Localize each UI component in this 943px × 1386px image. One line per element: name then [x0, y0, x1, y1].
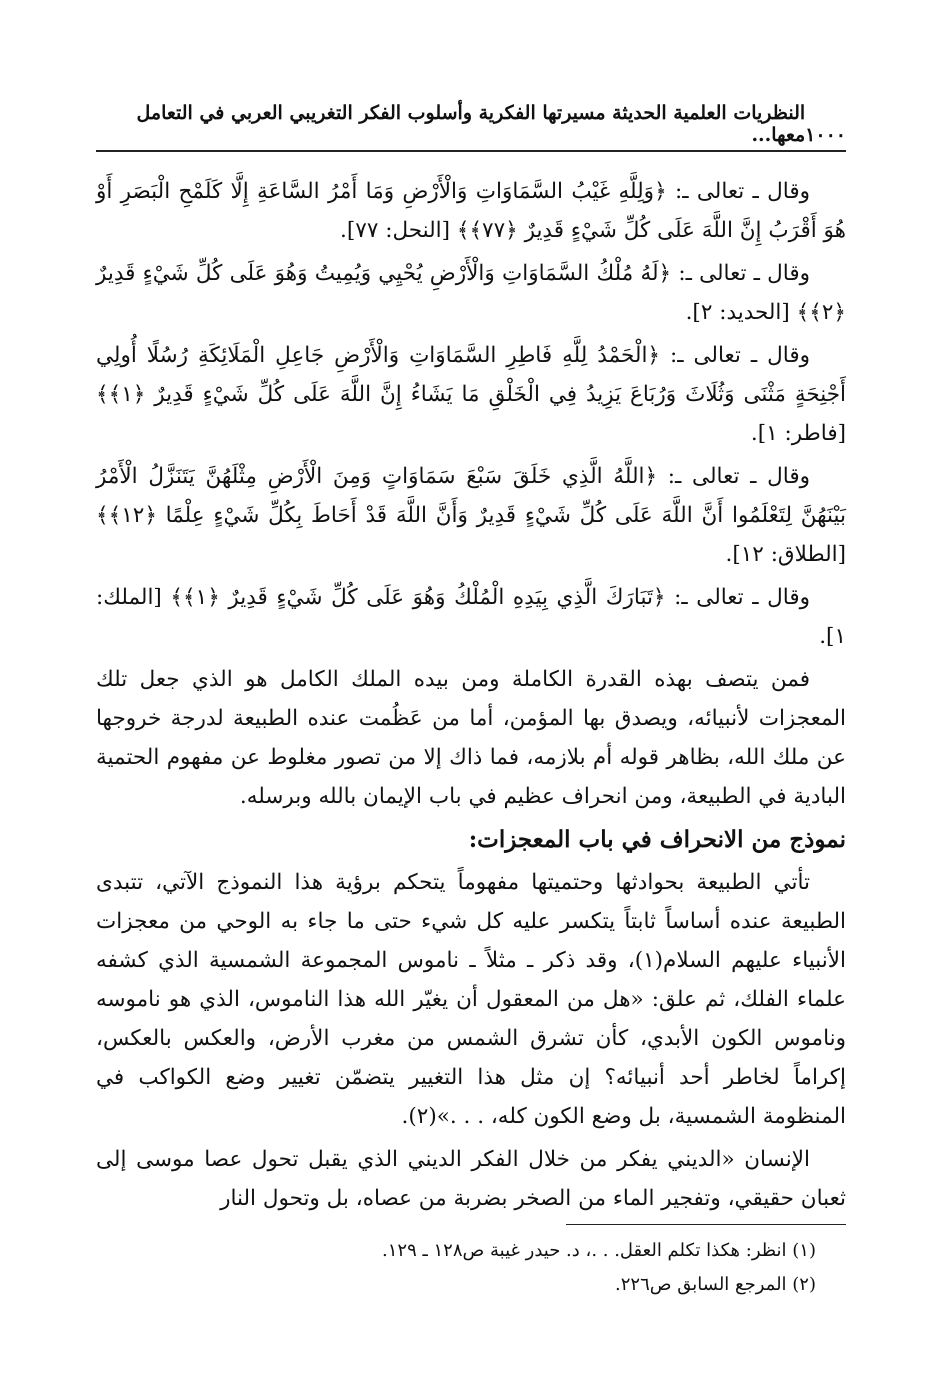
- page-body: [96, 172, 846, 1222]
- footnotes: [96, 1234, 816, 1302]
- header-rule: [96, 150, 846, 152]
- body-paragraph-continuation: الإنسان «الديني يفكر من خلال الفكر الديني الذي يقبل تحول عصا موسى إلى ثعبان حقيقي، وتفجير الماء من الصخر بضربة من عصاه، بل وتحول النار: [96, 1147, 846, 1211]
- verse-paragraph-2: وقال ـ تعالى ـ: ﴿لَهُ مُلْكُ السَّمَاوَاتِ وَالْأَرْضِ يُحْيِي وَيُمِيتُ وَهُوَ عَلَى كُلِّ شَيْءٍ قَدِيرٌ ﴿٢﴾﴾ [الحديد: ٢].: [96, 261, 846, 325]
- body-paragraph-conclusion: فمن يتصف بهذه القدرة الكاملة ومن بيده الملك الكامل هو الذي جعل تلك المعجزات لأنبيائه، ويصدق بها المؤمن، أما من عَظُمت عنده الطبيعة لدرجة خروجها عن ملك الله، بظاهر قوله أم بلازمه، فما ذاك إلا من تصور مغلوط عن مفهوم الحتمية البادية في الطبيعة، ومن انحراف عظيم في باب الإيمان بالله وبرسله.: [96, 667, 846, 809]
- footnote-1: (١) انظر: هكذا تكلم العقل. . .، د. حيدر غيبة ص١٢٨ ـ ١٢٩.: [382, 1240, 816, 1261]
- body-paragraph-example: تأتي الطبيعة بحوادثها وحتميتها مفهوماً يتحكم برؤية هذا النموذج الآتي، تتبدى الطبيعة عنده أساساً ثابتاً يتكسر عليه كل شيء حتى ما جاء به الوحي من معجزات الأنبياء عليهم السلام(١)، وقد ذكر ـ مثلاً ـ ناموس المجموعة الشمسية الذي كشفه علماء الفلك، ثم علق: «هل من المعقول أن يغيّر الله هذا الناموس، الذي هو ناموسه وناموس الكون الأبدي، كأن تشرق الشمس من مغرب الأرض، والعكس بالعكس، إكراماً لخاطر أحد أنبيائه؟ إن مثل هذا التغيير يتضمّن تغيير وضع الكواكب في المنظومة الشمسية، بل وضع الكون كله، . . .»(٢).: [96, 870, 846, 1129]
- running-header: [96, 102, 846, 146]
- header-title: النظريات العلمية الحديثة مسيرتها الفكرية وأسلوب الفكر التغريبي العربي في التعامل معها...: [136, 102, 806, 146]
- footnote-rule: [566, 1224, 846, 1225]
- section-title: نموذج من الانحراف في باب المعجزات:: [468, 826, 846, 853]
- verse-paragraph-4: وقال ـ تعالى ـ: ﴿اللَّهُ الَّذِي خَلَقَ سَبْعَ سَمَاوَاتٍ وَمِنَ الْأَرْضِ مِثْلَهُنَّ يَتَنَزَّلُ الْأَمْرُ بَيْنَهُنَّ لِتَعْلَمُوا أَنَّ اللَّهَ عَلَى كُلِّ شَيْءٍ قَدِيرٌ وَأَنَّ اللَّهَ قَدْ أَحَاطَ بِكُلِّ شَيْءٍ عِلْمًا ﴿١٢﴾﴾ [الطلاق: ١٢].: [96, 464, 846, 567]
- verse-paragraph-1: وقال ـ تعالى ـ: ﴿وَلِلَّهِ غَيْبُ السَّمَاوَاتِ وَالْأَرْضِ وَمَا أَمْرُ السَّاعَةِ إِلَّا كَلَمْحِ الْبَصَرِ أَوْ هُوَ أَقْرَبُ إِنَّ اللَّهَ عَلَى كُلِّ شَيْءٍ قَدِيرٌ ﴿٧٧﴾﴾ [النحل: ٧٧].: [96, 179, 846, 243]
- verse-paragraph-5: وقال ـ تعالى ـ: ﴿تَبَارَكَ الَّذِي بِيَدِهِ الْمُلْكُ وَهُوَ عَلَى كُلِّ شَيْءٍ قَدِيرٌ ﴿١﴾﴾ [الملك: ١].: [96, 585, 846, 649]
- footnote-2: (٢) المرجع السابق ص٢٢٦.: [615, 1274, 816, 1295]
- page-number: ١٠٠٠: [805, 124, 846, 146]
- verse-paragraph-3: وقال ـ تعالى ـ: ﴿الْحَمْدُ لِلَّهِ فَاطِرِ السَّمَاوَاتِ وَالْأَرْضِ جَاعِلِ الْمَلَائِكَةِ رُسُلًا أُولِي أَجْنِحَةٍ مَثْنَى وَثُلَاثَ وَرُبَاعَ يَزِيدُ فِي الْخَلْقِ مَا يَشَاءُ إِنَّ اللَّهَ عَلَى كُلِّ شَيْءٍ قَدِيرٌ ﴿١﴾﴾ [فاطر: ١].: [96, 343, 846, 446]
